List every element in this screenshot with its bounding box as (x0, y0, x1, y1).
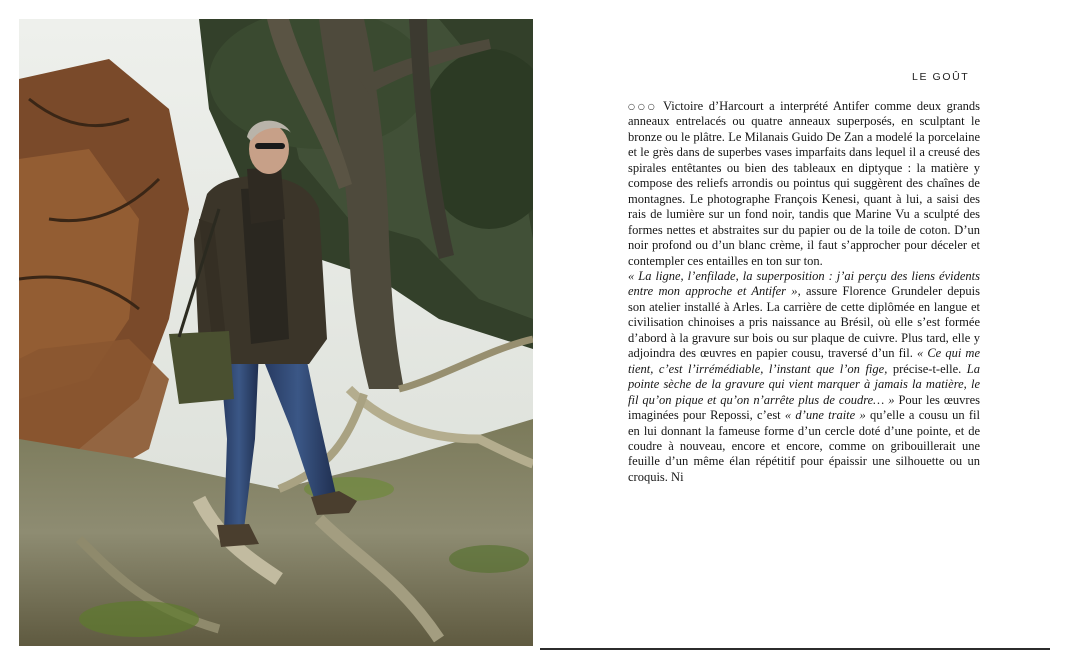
paragraph-2-text-2: précise-t-elle. (887, 361, 967, 376)
paragraph-2-text-1: , assure Florence Grundeler depuis son atelier installé à Arles. La carrière de cette diplômée en langue et civilisation chinoises a pris naissance au Brésil, où elle s’est formée d’abord à la gravure sur bois ou sur plaque de cuivre. Plus tard, elle y adjoindra des œuvres en papier cousu, traversé d’un fil. (628, 284, 980, 361)
article-body (628, 99, 980, 485)
section-header: LE GOÛT (912, 71, 970, 83)
ornament-circles-icon: ○○○ (628, 102, 658, 111)
quote-d-une-traite: « d’une traite » (784, 408, 866, 423)
article-paragraph-1 (628, 99, 980, 269)
quote-line-superposition: « La ligne, l’enfilade, la superposition : j’ai perçu des liens évidents entre mon approche et Antifer » (628, 268, 980, 299)
paragraph-2-text-3: Pour les œuvres imaginées pour Repossi, c’est (628, 392, 980, 423)
quote-pointe-seche: La pointe sèche de la gravure qui vient marquer à jamais la matière, le fil qu’on pique et qu’on n’arrête plus de coudre… » (628, 361, 980, 407)
quote-irremediable: « Ce qui me tient, c’est l’irrémédiable, l’instant que l’on fige, (628, 346, 980, 376)
paragraph-1-text: Victoire d’Harcourt a interprété Antifer comme deux grands anneaux entrelacés ou quatre anneaux superposés, en sculptant le bronze ou le plâtre. Le Milanais Guido De Zan a modelé la porcelaine et le grès dans de superbes vases imparfaits dans lequel il a creusé des spirales entêtantes ou bien des tableaux en diptyque : la matière y compose des reliefs arrondis ou pointus qui suggèrent des chaînes de montagnes. Le photographe François Kenesi, quant à lui, a saisi des rais de lumière sur un fond noir, tandis que Marine Vu a sculpté des formes nettes et abstraites sur du papier ou de la toile de coton. D’un noir profond ou d’un blanc crème, il faut s’approcher pour déceler et contempler ces entailles en ton sur ton. (628, 99, 980, 268)
photo-illustration (19, 19, 533, 646)
article-paragraph-2 (628, 269, 980, 485)
bottom-rule (540, 648, 1050, 650)
photo-man-in-forest (19, 19, 533, 646)
paragraph-2-text-4: qu’elle a cousu un fil en lui donnant la fameuse forme d’un cercle doté d’une pointe, et de coudre à nouveau, encore et encore, comme on gribouillerait une feuille d’un même élan répétitif pour épaissir une silhouette ou un croquis. Ni (628, 408, 980, 484)
